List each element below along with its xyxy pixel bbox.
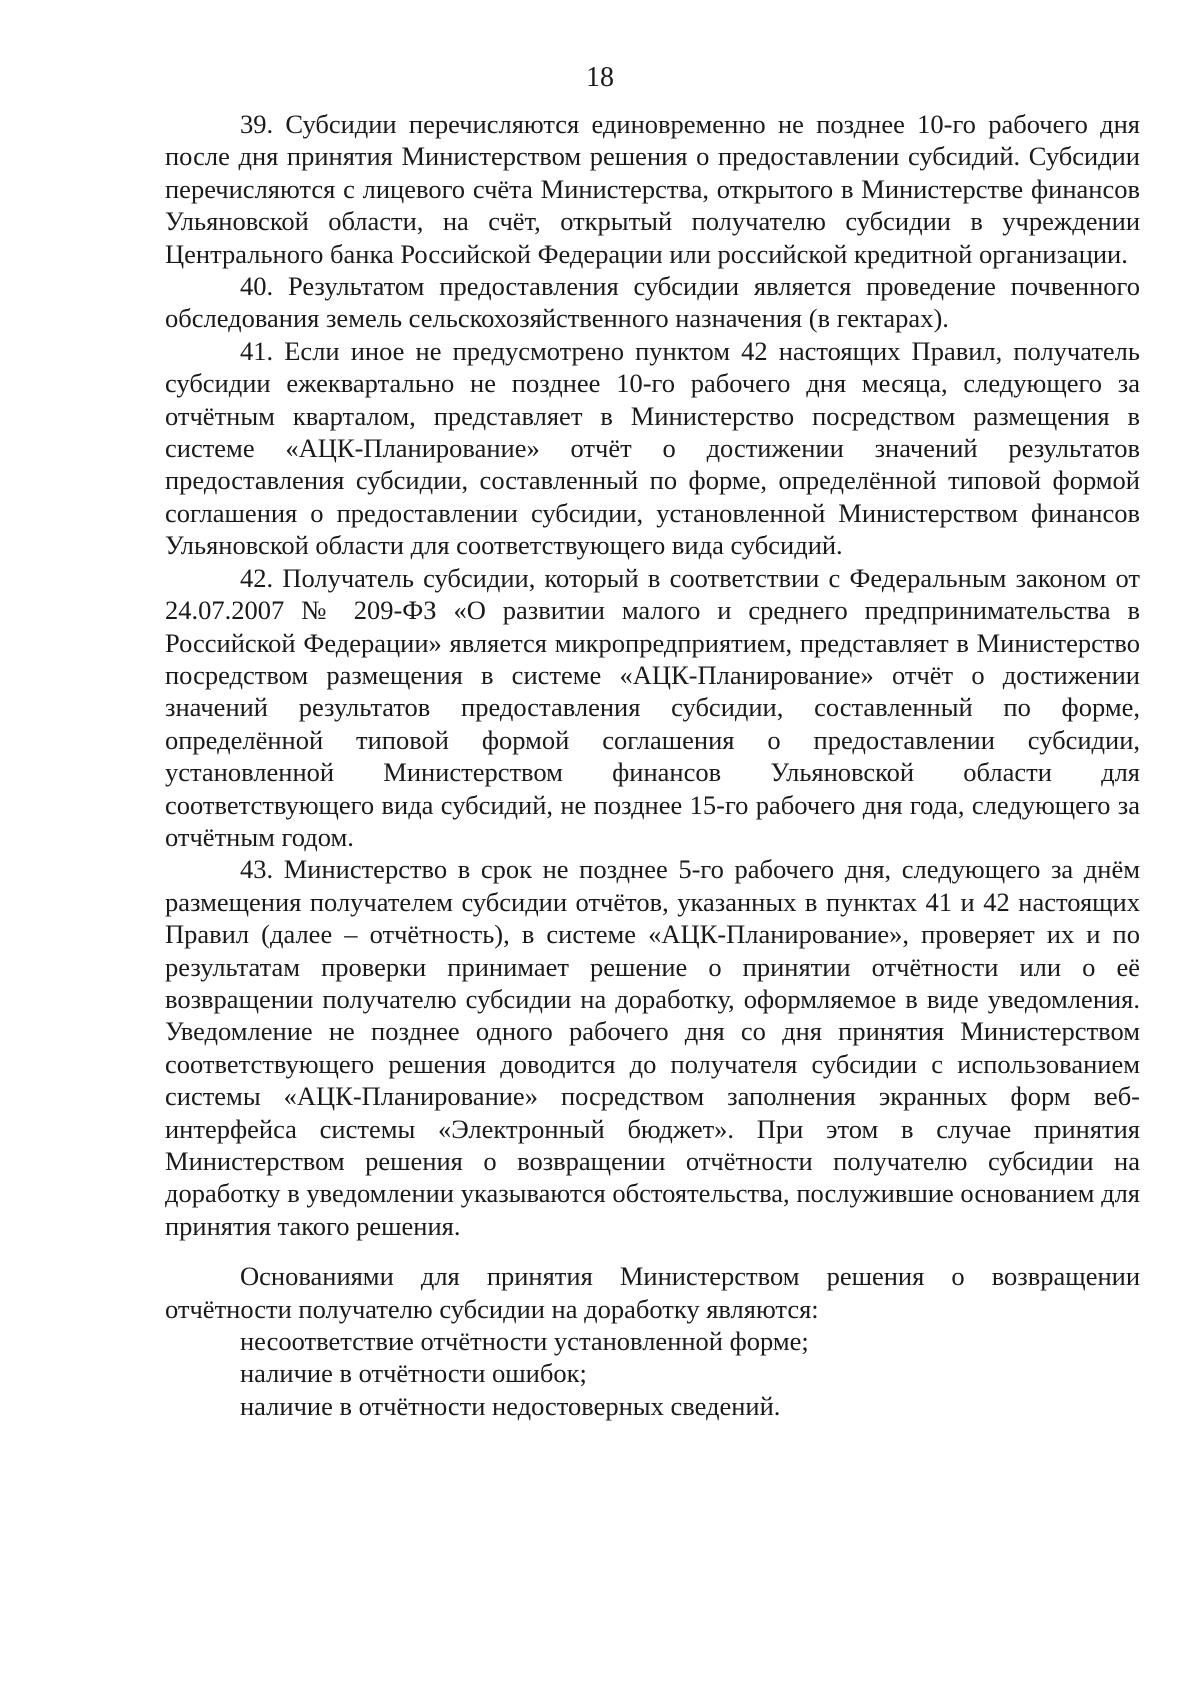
list-item: наличие в отчётности недостоверных сведений. — [240, 1390, 781, 1421]
paragraph-42: 42. Получатель субсидии, который в соответствии с Федеральным законом от 24.07.2007 № 209-ФЗ «О развитии малого и среднего предпринимательства в Российской Федерации» является микропредприятием, представляет в Министерство посредством размещения в системе «АЦК-Планирование» отчёт о достижении значений результатов предоставления субсидии, составленный по форме, определённой типовой формой соглашения о предоставлении субсидии, установленной Министерством финансов Ульяновской области для соответствующего вида субсидий, не позднее 15-го рабочего дня года, следующего за отчётным годом. — [165, 562, 1140, 852]
paragraph-grounds: Основаниями для принятия Министерством решения о возвращении отчётности получателю субсидии на доработку являются: — [165, 1261, 1140, 1324]
list-item: несоответствие отчётности установленной форме; — [240, 1326, 809, 1357]
paragraph-39: 39. Субсидии перечисляются единовременно не позднее 10-го рабочего дня после дня принятия Министерством решения о предоставлении субсидий. Субсидии перечисляются с лицевого счёта Министерства, открытого в Министерстве финансов Ульяновской области, на счёт, открытый получателю субсидии в учреждении Центрального банка Российской Федерации или российской кредитной организации. — [165, 109, 1140, 269]
list-item: наличие в отчётности ошибок; — [240, 1358, 587, 1389]
page-number: 18 — [586, 62, 614, 93]
paragraph-40: 40. Результатом предоставления субсидии является проведение почвенного обследования земель сельскохозяйственного назначения (в гектарах). — [165, 271, 1140, 334]
paragraph-41: 41. Если иное не предусмотрено пунктом 42 настоящих Правил, получатель субсидии ежеквартально не позднее 10-го рабочего дня месяца, следующего за отчётным кварталом, представляет в Министерство посредством размещения в системе «АЦК-Планирование» отчёт о достижении значений результатов предоставления субсидии, составленный по форме, определённой типовой формой соглашения о предоставлении субсидии, установленной Министерством финансов Ульяновской области для соответствующего вида субсидий. — [165, 335, 1140, 561]
paragraph-43: 43. Министерство в срок не позднее 5-го рабочего дня, следующего за днём размещения получателем субсидии отчётов, указанных в пунктах 41 и 42 настоящих Правил (далее – отчётность), в системе «АЦК-Планирование», проверяет их и по результатам проверки принимает решение о принятии отчётности или о её возвращении получателю субсидии на доработку, оформляемое в виде уведомления. Уведомление не позднее одного рабочего дня со дня принятия Министерством соответствующего решения доводится до получателя субсидии с использованием системы «АЦК-Планирование» посредством заполнения экранных форм веб-интерфейса системы «Электронный бюджет». При этом в случае принятия Министерством решения о возвращении отчётности получателю субсидии на доработку в уведомлении указываются обстоятельства, послужившие основанием для принятия такого решения. — [165, 854, 1140, 1241]
document-body — [165, 108, 1140, 1422]
